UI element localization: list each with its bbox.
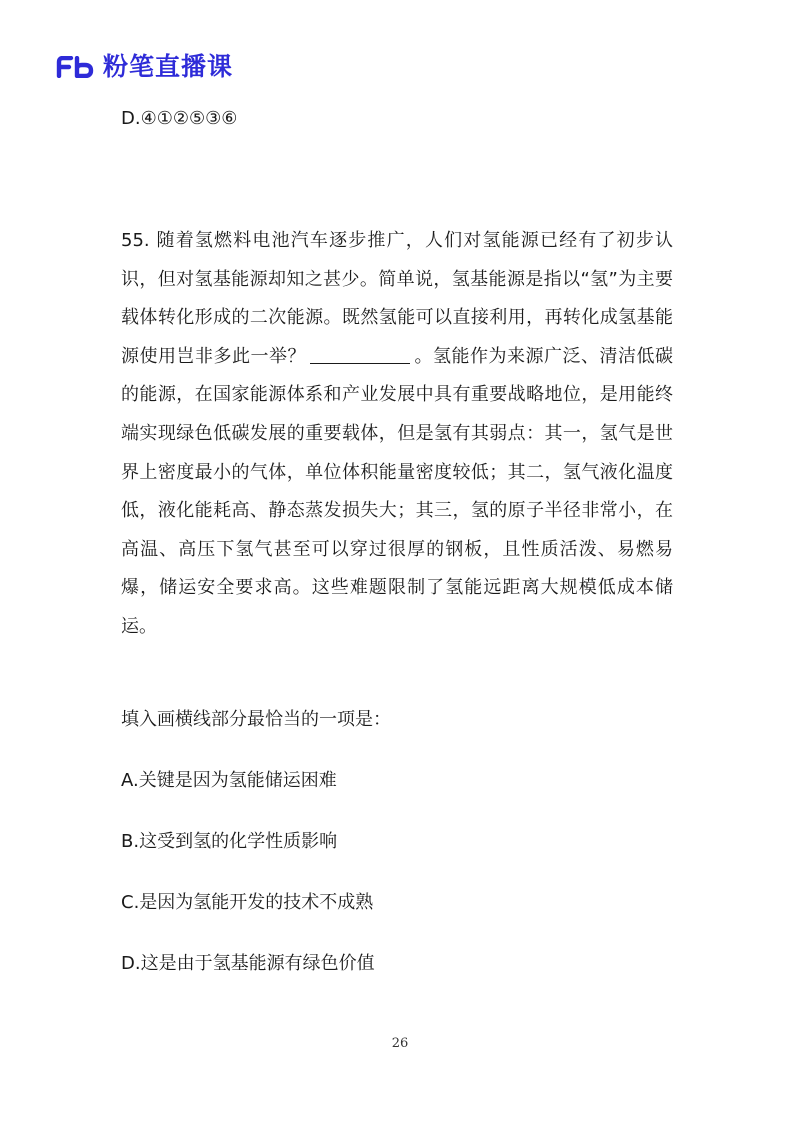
previous-question-option-d: D.④①②⑤③⑥ [121,108,238,129]
option-b[interactable]: B.这受到氢的化学性质影响 [121,831,338,852]
brand-name: 粉笔直播课 [103,52,234,81]
question-text-before-blank: 随着氢燃料电池汽车逐步推广，人们对氢能源已经有了初步认识，但对氢基能源却知之甚少。简单说，氢基能源是指以“氢”为主要载体转化形成的二次能源。既然氢能可以直接利用，再转化成氢基能源使用岂非多此一举？ [121,230,673,367]
option-d[interactable]: D.这是由于氢基能源有绿色价值 [121,953,375,974]
option-a[interactable]: A.关键是因为氢能储运困难 [121,770,337,791]
fenbi-logo-icon [56,56,94,78]
brand-header [56,50,233,84]
page-number: 26 [391,1036,409,1051]
question-number: 55. [121,230,150,251]
question-prompt: 填入画横线部分最恰当的一项是： [121,709,391,730]
answer-blank [310,343,410,364]
option-c[interactable]: C.是因为氢能开发的技术不成熟 [121,892,374,913]
question-text-after-blank: 。氢能作为来源广泛、清洁低碳的能源，在国家能源体系和产业发展中具有重要战略地位，是用能终端实现绿色低碳发展的重要载体，但是氢有其弱点：其一，氢气是世界上密度最小的气体，单位体积能量密度较低；其二，氢气液化温度低，液化能耗高、静态蒸发损失大；其三，氢的原子半径非常小，在高温、高压下氢气甚至可以穿过很厚的钢板，且性质活泼、易燃易爆，储运安全要求高。这些难题限制了氢能远距离大规模低成本储运。 [121,345,673,637]
question-stem [121,222,673,647]
